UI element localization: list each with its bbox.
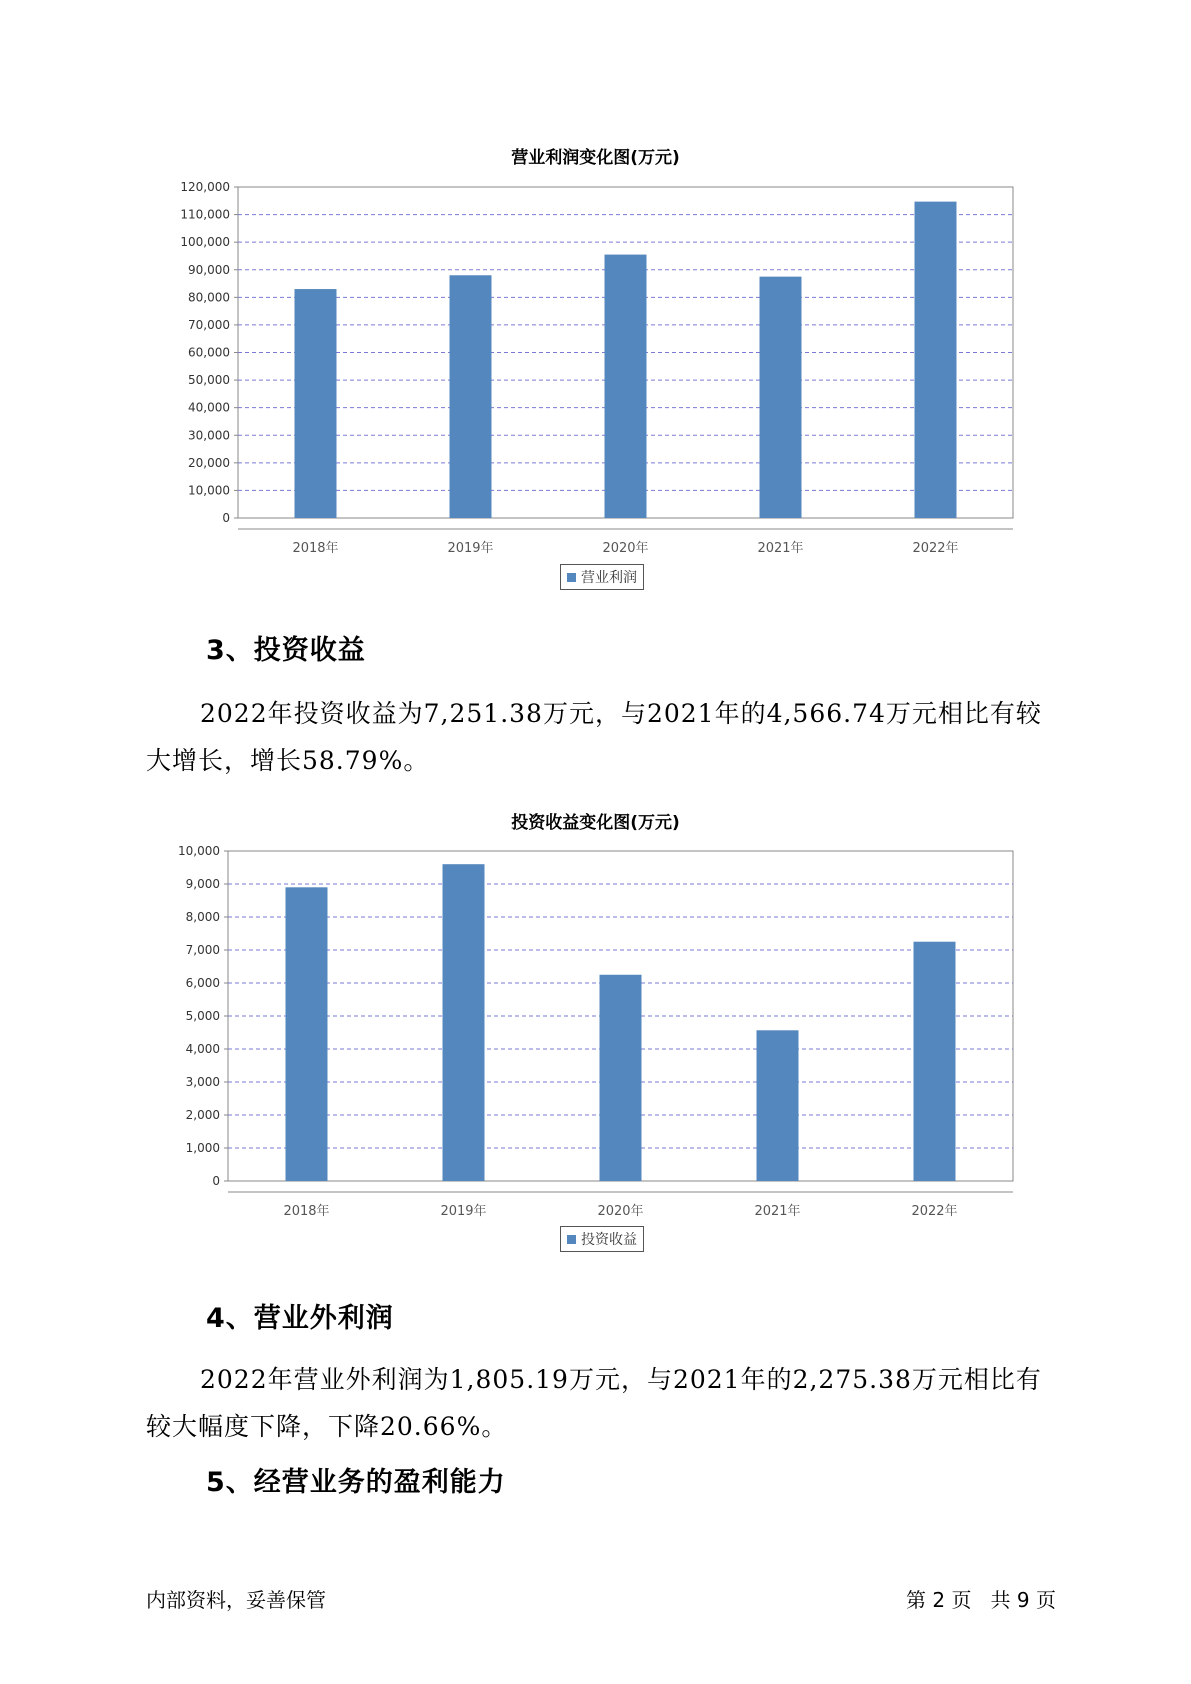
y-tick-label: 6,000 bbox=[185, 976, 220, 990]
section-3-paragraph: 2022年投资收益为7,251.38万元，与2021年的4,566.74万元相比有较大增长，增长58.79%。 bbox=[146, 699, 1042, 775]
x-tick-label: 2018年 bbox=[283, 1204, 330, 1219]
x-tick-label: 2019年 bbox=[440, 1204, 487, 1219]
x-tick-label: 2020年 bbox=[597, 1204, 644, 1219]
y-tick-label: 10,000 bbox=[188, 483, 230, 498]
y-tick-label: 9,000 bbox=[185, 877, 220, 891]
legend-label: 营业利润 bbox=[581, 570, 637, 586]
bar bbox=[600, 975, 642, 1181]
y-tick-label: 8,000 bbox=[185, 910, 220, 924]
section-4-paragraph: 2022年营业外利润为1,805.19万元，与2021年的2,275.38万元相比有较大幅度下降，下降20.66%。 bbox=[146, 1365, 1042, 1441]
y-tick-label: 5,000 bbox=[185, 1009, 220, 1023]
chart-title-operating-profit: 营业利润变化图(万元) bbox=[511, 148, 680, 168]
section-3-heading: 3、投资收益 bbox=[206, 635, 366, 666]
x-tick-label: 2021年 bbox=[757, 541, 804, 556]
y-tick-label: 20,000 bbox=[188, 455, 230, 470]
legend-investment-income bbox=[560, 1226, 644, 1252]
y-tick-label: 7,000 bbox=[185, 943, 220, 957]
section-5-heading: 5、经营业务的盈利能力 bbox=[206, 1467, 506, 1498]
x-tick-label: 2018年 bbox=[292, 541, 339, 556]
section-4-heading: 4、营业外利润 bbox=[206, 1303, 394, 1334]
y-tick-label: 4,000 bbox=[185, 1042, 220, 1056]
y-tick-label: 100,000 bbox=[180, 235, 230, 250]
y-tick-label: 70,000 bbox=[188, 317, 230, 332]
y-tick-label: 30,000 bbox=[188, 428, 230, 443]
y-tick-label: 40,000 bbox=[188, 400, 230, 415]
legend-swatch bbox=[567, 1235, 576, 1244]
y-tick-label: 0 bbox=[222, 511, 230, 525]
bar bbox=[757, 1030, 799, 1181]
y-tick-label: 120,000 bbox=[180, 180, 230, 194]
bar bbox=[443, 864, 485, 1181]
y-tick-label: 10,000 bbox=[178, 844, 220, 858]
y-tick-label: 1,000 bbox=[185, 1141, 220, 1155]
bar bbox=[286, 887, 328, 1181]
bar bbox=[914, 942, 956, 1181]
y-tick-label: 50,000 bbox=[188, 373, 230, 388]
x-tick-label: 2022年 bbox=[911, 1204, 958, 1219]
y-tick-label: 80,000 bbox=[188, 290, 230, 305]
y-tick-label: 0 bbox=[212, 1174, 220, 1188]
x-tick-label: 2020年 bbox=[602, 541, 649, 556]
footer-page-number: 第 2 页 共 9 页 bbox=[906, 1588, 1056, 1612]
footer-confidential-note: 内部资料，妥善保管 bbox=[146, 1588, 326, 1612]
chart-title-investment-income: 投资收益变化图(万元) bbox=[511, 813, 680, 833]
y-tick-label: 2,000 bbox=[185, 1108, 220, 1122]
y-tick-label: 110,000 bbox=[180, 207, 230, 222]
x-tick-label: 2022年 bbox=[912, 541, 959, 556]
x-tick-label: 2019年 bbox=[447, 541, 494, 556]
y-tick-label: 90,000 bbox=[188, 262, 230, 277]
legend-label: 投资收益 bbox=[581, 1232, 637, 1248]
y-tick-label: 3,000 bbox=[185, 1075, 220, 1089]
x-tick-label: 2021年 bbox=[754, 1204, 801, 1219]
y-tick-label: 60,000 bbox=[188, 345, 230, 360]
